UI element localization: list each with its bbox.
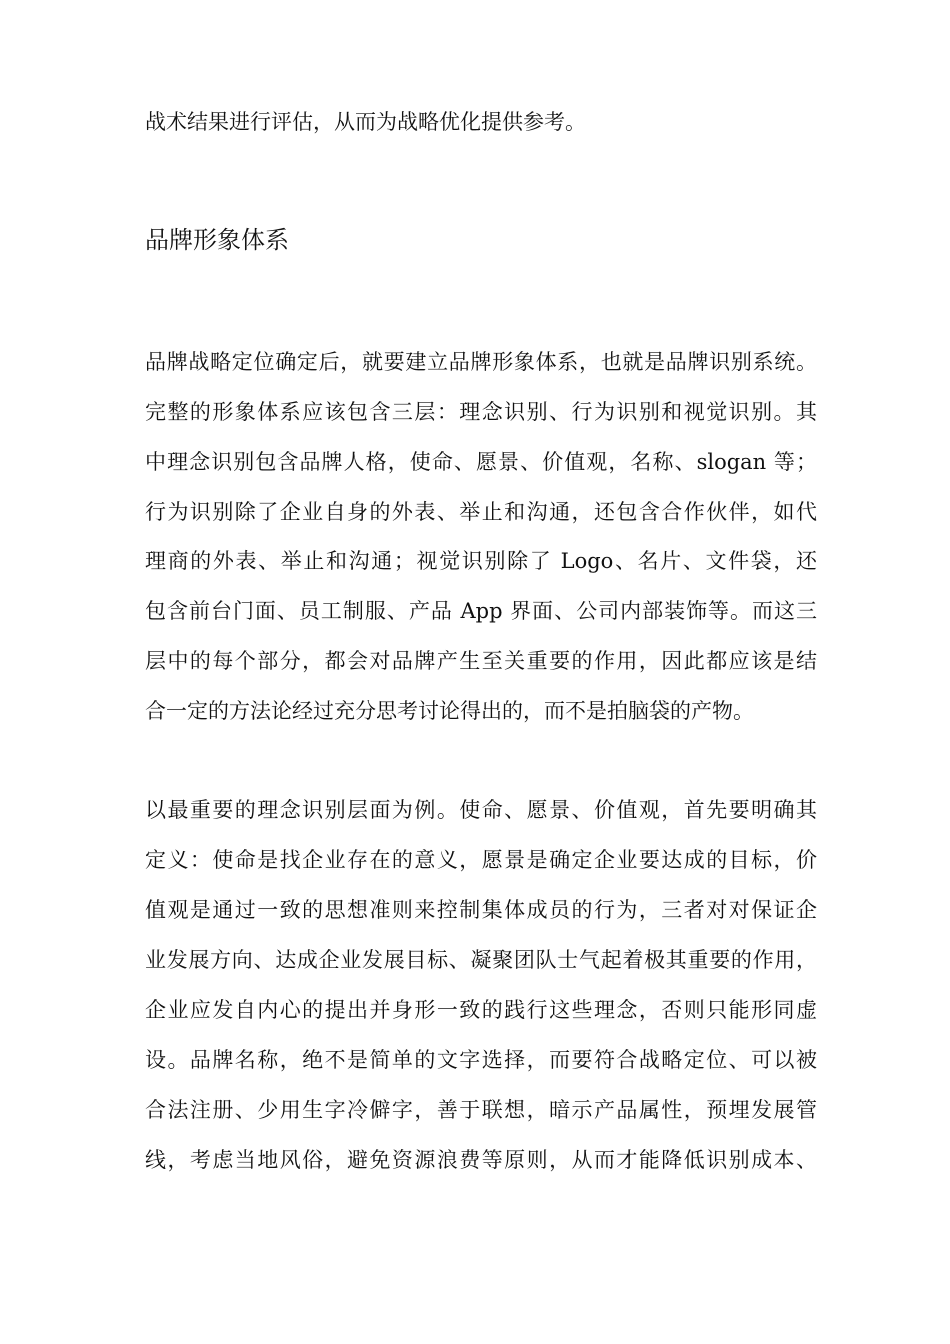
paragraph-line: 企业应发自内心的提出并身形一致的践行这些理念，否则只能形同虚	[145, 998, 817, 1022]
paragraph-line: 包含前台门面、员工制服、产品 App 界面、公司内部装饰等。而这三	[145, 599, 817, 623]
paragraph-line: 层中的每个部分，都会对品牌产生至关重要的作用，因此都应该是结	[145, 649, 817, 673]
paragraph-line: 值观是通过一致的思想准则来控制集体成员的行为，三者对对保证企	[145, 898, 817, 922]
section-heading: 品牌形象体系	[145, 226, 289, 254]
paragraph-line: 业发展方向、达成企业发展目标、凝聚团队士气起着极其重要的作用，	[145, 948, 817, 972]
paragraph-line: 合法注册、少用生字冷僻字，善于联想，暗示产品属性，预埋发展管	[145, 1098, 817, 1122]
paragraph-line: 品牌战略定位确定后，就要建立品牌形象体系，也就是品牌识别系统。	[145, 350, 817, 374]
paragraph-line: 中理念识别包含品牌人格，使命、愿景、价值观，名称、slogan 等；	[145, 450, 817, 474]
paragraph-line: 行为识别除了企业自身的外表、举止和沟通，还包含合作伙伴，如代	[145, 500, 817, 524]
paragraph-line: 理商的外表、举止和沟通；视觉识别除了 Logo、名片、文件袋，还	[145, 549, 817, 573]
paragraph-line: 合一定的方法论经过充分思考讨论得出的，而不是拍脑袋的产物。	[145, 699, 754, 723]
intro-line: 战术结果进行评估，从而为战略优化提供参考。	[145, 110, 586, 134]
paragraph-line: 设。品牌名称，绝不是简单的文字选择，而要符合战略定位、可以被	[145, 1048, 817, 1072]
paragraph-line: 线，考虑当地风俗，避免资源浪费等原则，从而才能降低识别成本、	[145, 1148, 817, 1172]
paragraph-line: 定义：使命是找企业存在的意义，愿景是确定企业要达成的目标，价	[145, 848, 817, 872]
paragraph-line: 完整的形象体系应该包含三层：理念识别、行为识别和视觉识别。其	[145, 400, 817, 424]
paragraph-line: 以最重要的理念识别层面为例。使命、愿景、价值观，首先要明确其	[145, 798, 817, 822]
